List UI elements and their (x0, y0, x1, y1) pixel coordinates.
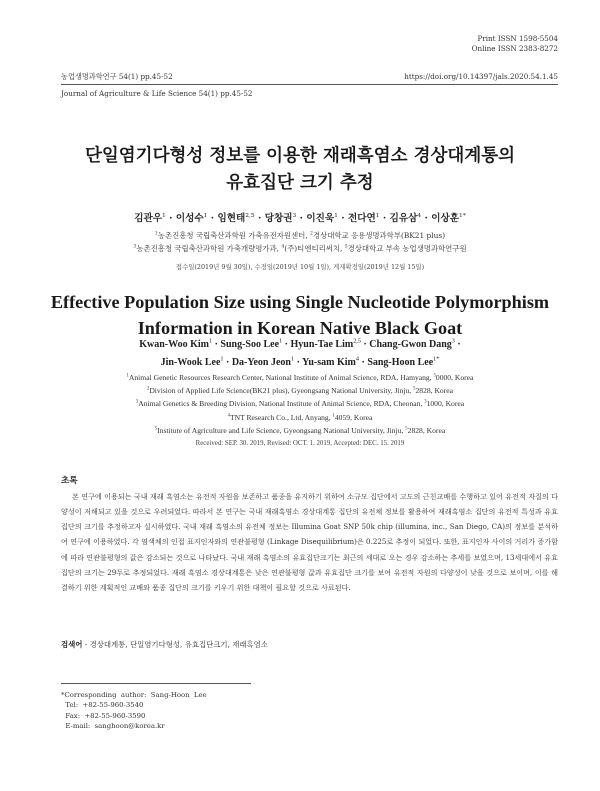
en-line2-author (302, 357, 359, 368)
corresponding-fax: Fax: +82-55-960-3590 (61, 711, 146, 720)
author-name: 당창권 (264, 213, 293, 224)
corresponding-email[interactable]: E-mail: sanghoon@korea.kr (61, 722, 165, 731)
en-line2-author (367, 357, 439, 368)
corresponding-tel: Tel: +82-55-960-3540 (61, 701, 144, 710)
author-name: Kwan-Woo Kim (139, 339, 209, 350)
en-affiliation-line: $^5$Institute of Agriculture and Life Science, Gyeongsang National University, Jinju, $^5$2828, Korea (154, 425, 446, 435)
author-separator: · (254, 213, 265, 224)
author-separator: · (207, 213, 218, 224)
affiliation-mark: 5 (413, 386, 416, 392)
authors-english-line-2 (40, 354, 560, 372)
print-issn: Print ISSN 1598-5504 (477, 34, 558, 43)
title-korean-line-1: 단일염기다형성 정보를 이용한 재래흑염소 경상대계통의 (84, 146, 516, 166)
author-affiliation-mark: 1 (220, 355, 224, 363)
kr-author (176, 213, 208, 224)
author-affiliation-mark: 1 (291, 355, 295, 363)
affiliation-mark: 5 (154, 426, 158, 432)
affiliation-mark: 5 (344, 244, 348, 250)
author-affiliation-mark: 1* (459, 211, 466, 219)
correspondence-block (61, 690, 207, 732)
en-affiliation-line: $^4$TNT Research Co., Ltd, Anyang, $^1$4059, Korea (227, 412, 373, 422)
author-affiliation-mark: 3 (451, 337, 455, 345)
affiliation-mark: 1 (154, 231, 158, 237)
en-line2-author (232, 357, 294, 368)
affiliations-korean (40, 230, 560, 255)
kr-author (306, 213, 338, 224)
issn-block (472, 34, 558, 53)
affiliation-mark: 2 (310, 231, 313, 237)
author-name: Jin-Wook Lee (160, 357, 221, 368)
journal-citation-en: Journal of Agriculture & Life Science 54(1) pp.45-52 (61, 89, 253, 98)
authors-korean (40, 210, 560, 224)
affiliation-mark: 1 (126, 373, 129, 379)
author-affiliation-mark: 1 (203, 211, 208, 219)
dates-english: Received: SEP. 30. 2019, Revised: OCT. 1. 2019, Accepted: DEC. 15. 2019 (195, 440, 405, 447)
affiliation-mark: 3 (135, 399, 139, 405)
title-korean-line-2: 유효집단 크기 추정 (226, 173, 374, 193)
keywords-label: 검색어 (61, 640, 83, 649)
affiliation-mark: 4 (227, 413, 230, 419)
title-english (40, 289, 560, 341)
author-affiliation-mark: 1 (279, 337, 283, 345)
en-line1-author (290, 339, 360, 350)
affiliation-mark: 2 (146, 386, 150, 392)
author-name: Chang-Gwon Dang (369, 339, 452, 350)
en-line1-author (220, 339, 282, 350)
affiliation-mark: 1 (332, 413, 335, 419)
kr-author (390, 213, 422, 224)
title-english-line-1: Effective Population Size using Single Nucleotide Polymorphism (50, 292, 550, 312)
author-separator: · (296, 213, 307, 224)
dates-korean: 접수일(2019년 9월 30일), 수정일(2019년 10월 1일), 게재확정일(2019년 12월 15일) (175, 263, 425, 271)
author-name: Hyun-Tae Lim (290, 339, 354, 350)
author-separator: · (337, 213, 348, 224)
author-affiliation-mark: 1* (433, 355, 440, 363)
doi-link[interactable]: https://doi.org/10.14397/jals.2020.54.1.45 (404, 72, 558, 81)
author-separator: · (282, 339, 291, 350)
en-line2-author (161, 357, 224, 368)
author-separator: · (165, 213, 176, 224)
affiliation-mark: 5 (405, 426, 408, 432)
author-affiliation-mark: 1 (208, 337, 213, 345)
affiliations-english (40, 371, 560, 437)
author-affiliation-mark: 1 (162, 211, 166, 219)
kr-author (134, 213, 166, 224)
affiliation-mark: 3 (424, 399, 427, 405)
author-name: 이진욱 (306, 213, 335, 224)
affiliation-mark: 4 (281, 244, 285, 250)
author-affiliation-mark: 2,5 (245, 211, 255, 219)
author-separator: · (454, 339, 461, 350)
author-name: Sang-Hoon Lee (367, 357, 434, 368)
author-name: 이상훈 (431, 213, 460, 224)
corresponding-author: *Corresponding author: Sang-Hoon Lee (61, 691, 207, 699)
en-line1-author (369, 339, 455, 350)
author-separator: · (294, 357, 303, 368)
authors-english (40, 336, 560, 372)
author-affiliation-mark: 4 (417, 211, 422, 219)
author-name: Yu-sam Kim (302, 357, 356, 368)
en-line1-author (139, 339, 212, 350)
author-affiliation-mark: 2,5 (353, 337, 361, 345)
author-affiliation-mark: 3 (292, 211, 297, 219)
author-affiliation-mark: 1 (334, 211, 338, 219)
author-separator: · (421, 213, 432, 224)
abstract-heading: 초록 (61, 476, 78, 486)
author-separator: · (379, 213, 390, 224)
kr-author (217, 213, 254, 224)
title-english-line-2: Information in Korean Native Black Goat (137, 318, 463, 338)
author-name: 김유삼 (389, 213, 418, 224)
author-separator: · (212, 339, 221, 350)
author-separator: · (223, 357, 232, 368)
author-name: 이성수 (175, 213, 204, 224)
author-affiliation-mark: 4 (355, 355, 359, 363)
header-rule (61, 84, 558, 85)
kr-author (431, 213, 466, 224)
title-korean (40, 143, 560, 197)
author-name: 임현태 (217, 213, 246, 224)
author-name: Da-Yeon Jeon (231, 357, 291, 368)
en-affiliation-line: $^2$Division of Applied Life Science(BK21 plus), Gyeongsang National University, Jinju, $^5$2828, Korea (146, 386, 454, 396)
kr-author (348, 213, 380, 224)
footnote-rule (61, 683, 251, 684)
online-issn: Online ISSN 2383-8272 (471, 43, 558, 53)
affiliation-mark: 5 (433, 373, 436, 379)
authors-english-line-1 (40, 336, 560, 354)
en-affiliation-line: $^1$Animal Genetic Resources Research Center, National Institute of Animal Science, RDA, Hamyang, $^5$0000, Korea (126, 373, 474, 382)
kr-affiliation-line: $^3$농촌진흥청 국립축산과학원 가축개량평가과, $^4$(주)티엔티리써치, $^5$경상대학교 부속 농업생명과학연구원 (133, 243, 467, 253)
author-name: 전다연 (347, 213, 376, 224)
keywords (61, 639, 268, 650)
kr-author (265, 213, 297, 224)
affiliation-mark: 3 (133, 244, 137, 250)
journal-citation-kr: 농업생명과학연구 54(1) pp.45-52 (61, 72, 173, 81)
kr-affiliation-line: $^1$농촌진흥청 국립축산과학원 가축유전자원센터, $^2$경상대학교 응용생명과학부(BK21 plus) (154, 231, 446, 240)
keywords-text: - 경상대계통, 단일염기다형성, 유효집단크기, 재래흑염소 (82, 640, 268, 649)
author-name: Sung-Soo Lee (220, 339, 280, 350)
author-separator: · (358, 357, 368, 368)
author-affiliation-mark: 1 (375, 211, 380, 219)
en-affiliation-line: $^3$Animal Genetics & Breeding Division, National Institute of Animal Science, RDA, Cheonan, $^3$1000, Korea (135, 399, 465, 409)
author-separator: · (360, 339, 370, 350)
author-name: 김관우 (134, 213, 162, 224)
abstract-body: 본 연구에 이용되는 국내 재래 흑염소는 유전적 자원을 보존하고 품종을 유지하기 위하여 소규모 집단에서 고도의 근친교배를 수행하고 있어 유전적 자질의 다양성이 저해되고 있을 것으로 우려되었다. 따라서 본 연구는 국내 재래흑염소 경상대계통 집단의 유전체 정보를 활용하여 재래흑염소 집단의 유전적 특성과 유효집단의 크기를 추정하고자 실시하였다. 국내 재래 흑염소의 유전체 정보는 Illumina Goat SNP 50k chip (illumina, inc., San Diego, CA)의 정보를 분석하여 연구에 이용하였다. 각 염색체의 인접 표지인자와의 연관불평형 (Linkage Disequilibrium)은 0.225로 추정이 되었다. 또한, 표지인자 사이의 거리가 증가함에 따라 연관불평형의 값은 감소되는 것으로 나타났다. 국내 재래 흑염소의 유효집단크기는 최근의 세대로 오는 경우 감소하는 추세를 보였으며, 13세대에서 유효집단의 크기는 29두로 추정되었다. 재래 흑염소 경상대계통은 낮은 연관불평형 값과 유효집단 크기를 보여 유전적 자원의 다양성이 낮을 것으로 보이며, 이를 해결하기 위한 계획적인 교배와 품종 집단의 크기를 키우기 위한 대책이 필요할 것으로 사료된다. (61, 492, 558, 592)
